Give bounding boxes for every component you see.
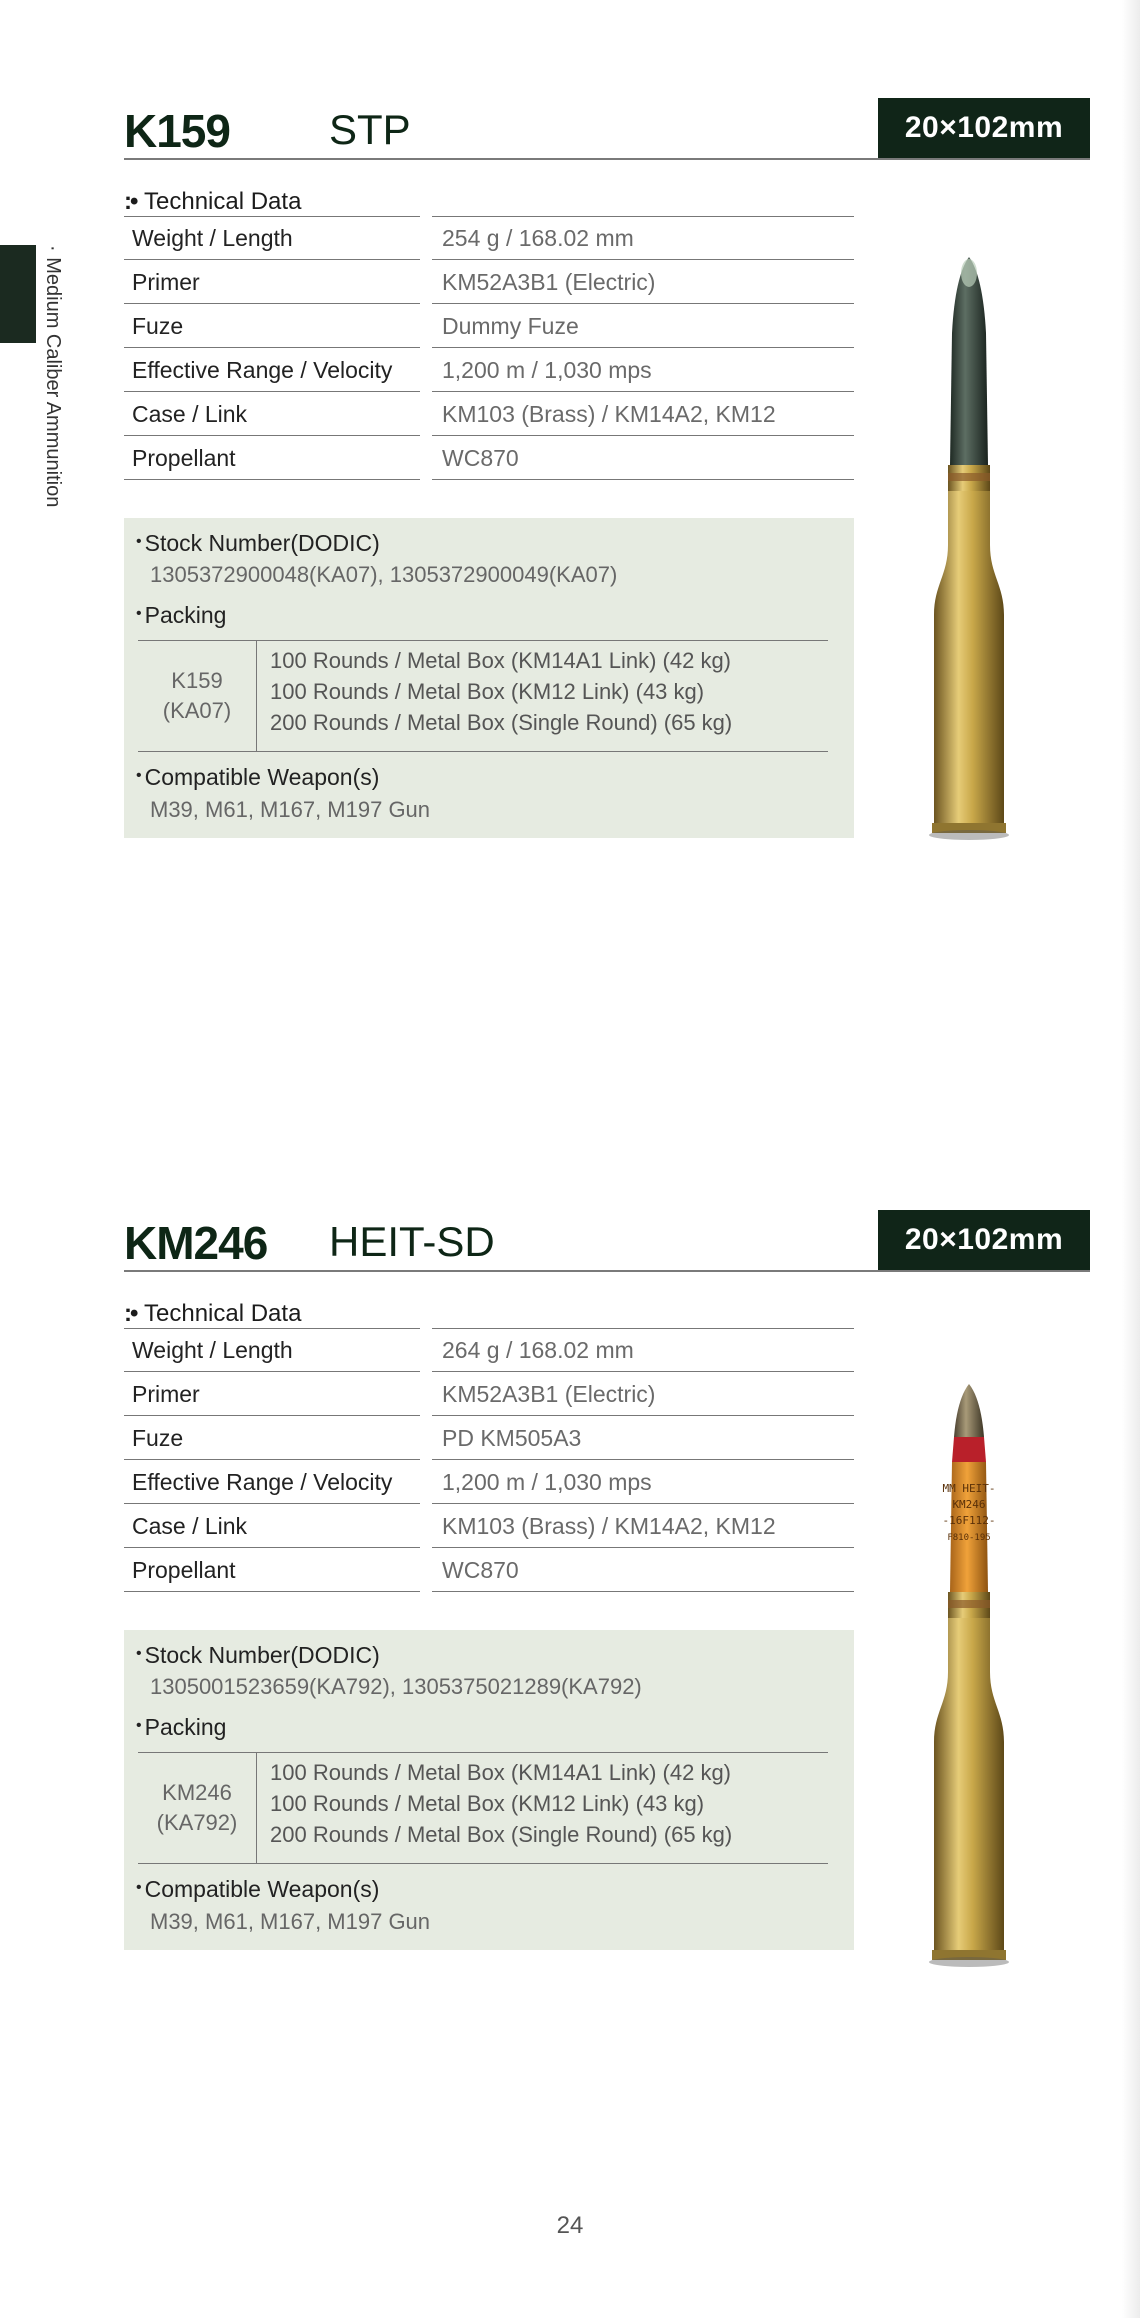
spec-value: 1,200 m / 1,030 mps <box>442 357 652 383</box>
stock-number-heading: • Stock Number(DODIC) <box>136 530 380 557</box>
spec-value: 264 g / 168.02 mm <box>442 1337 634 1363</box>
info-box <box>124 518 854 838</box>
spec-label: Fuze <box>132 313 184 339</box>
product-k159 <box>124 100 1090 880</box>
bullet-dots-icon: :• <box>124 188 137 215</box>
compatible-weapons-heading: • Compatible Weapon(s) <box>136 1876 379 1903</box>
compatible-weapons: M39, M61, M167, M197 Gun <box>150 1909 431 1934</box>
spec-row-weight-length <box>124 216 854 260</box>
info-box <box>124 1630 854 1950</box>
spec-row-weight-length <box>124 1328 854 1372</box>
spec-value: KM103 (Brass) / KM14A2, KM12 <box>442 1513 776 1539</box>
spec-label: Propellant <box>132 445 236 471</box>
caliber-badge: 20×102mm <box>878 98 1090 158</box>
spec-value: KM52A3B1 (Electric) <box>442 269 656 295</box>
technical-data-heading: :• Technical Data <box>124 1300 302 1327</box>
product-km246 <box>124 1212 1090 1992</box>
packing-table <box>138 1752 828 1864</box>
spec-row-primer <box>124 1372 854 1416</box>
spec-label: Effective Range / Velocity <box>132 1469 393 1495</box>
spec-row-case-link <box>124 1504 854 1548</box>
cartridge-k159-image <box>914 255 1024 855</box>
projectile-marking: F810-195 <box>947 1533 991 1543</box>
section-side-label <box>44 245 68 565</box>
packing-line: 100 Rounds / Metal Box (KM14A1 Link) (42 kg) <box>270 648 732 673</box>
spec-value: WC870 <box>442 445 519 471</box>
packing-line: 100 Rounds / Metal Box (KM12 Link) (43 kg) <box>270 679 705 704</box>
spec-label: Weight / Length <box>132 1337 293 1363</box>
spec-label: Weight / Length <box>132 225 293 251</box>
spec-value: KM52A3B1 (Electric) <box>442 1381 656 1407</box>
packing-line: 200 Rounds / Metal Box (Single Round) (65 kg) <box>270 1822 733 1847</box>
page-number: 24 <box>556 2212 584 2239</box>
spec-row-case-link <box>124 392 854 436</box>
spec-label: Effective Range / Velocity <box>132 357 393 383</box>
stock-numbers: 1305372900048(KA07), 1305372900049(KA07) <box>150 562 618 587</box>
spec-table <box>124 216 854 480</box>
spec-value: 254 g / 168.02 mm <box>442 225 634 251</box>
section-tab-marker <box>0 245 36 343</box>
spec-row-fuze <box>124 1416 854 1460</box>
packing-line: 100 Rounds / Metal Box (KM14A1 Link) (42 kg) <box>270 1760 732 1785</box>
spec-label: Case / Link <box>132 401 248 427</box>
bullet-dots-icon: :• <box>124 1300 137 1327</box>
packing-heading: • Packing <box>136 602 226 629</box>
technical-data-heading: :• Technical Data <box>124 188 302 215</box>
page-edge-shade <box>1122 0 1140 2318</box>
spec-label: Propellant <box>132 1557 236 1583</box>
projectile-marking: MM HEIT- <box>942 1482 996 1495</box>
projectile-marking: -16F112- <box>942 1514 996 1527</box>
spec-row-fuze <box>124 304 854 348</box>
packing-row-label: K159 (KA07) <box>162 668 232 723</box>
stock-number-heading: • Stock Number(DODIC) <box>136 1642 380 1669</box>
title-divider <box>124 158 1090 160</box>
title-divider <box>124 1270 1090 1272</box>
spec-label: Case / Link <box>132 1513 248 1539</box>
spec-row-range-velocity <box>124 348 854 392</box>
packing-heading: • Packing <box>136 1714 226 1741</box>
spec-value: PD KM505A3 <box>442 1425 582 1451</box>
stock-numbers: 1305001523659(KA792), 1305375021289(KA792) <box>150 1674 642 1699</box>
spec-row-propellant <box>124 1548 854 1592</box>
spec-label: Primer <box>132 1381 200 1407</box>
packing-table <box>138 640 828 752</box>
product-type: HEIT-SD <box>329 1218 495 1265</box>
spec-row-range-velocity <box>124 1460 854 1504</box>
spec-row-propellant <box>124 436 854 480</box>
product-title-row <box>124 1212 1090 1272</box>
spec-value: WC870 <box>442 1557 519 1583</box>
packing-line: 100 Rounds / Metal Box (KM12 Link) (43 kg) <box>270 1791 705 1816</box>
compatible-weapons: M39, M61, M167, M197 Gun <box>150 797 431 822</box>
spec-label: Primer <box>132 269 200 295</box>
spec-value: KM103 (Brass) / KM14A2, KM12 <box>442 401 776 427</box>
cartridge-km246-image <box>914 1382 1024 1982</box>
spec-table <box>124 1328 854 1592</box>
packing-row-label: KM246 (KA792) <box>156 1780 238 1835</box>
product-type: STP <box>329 106 411 153</box>
product-code: KM246 <box>124 1217 268 1269</box>
compatible-weapons-heading: • Compatible Weapon(s) <box>136 764 379 791</box>
spec-value: Dummy Fuze <box>442 313 579 339</box>
caliber-badge: 20×102mm <box>878 1210 1090 1270</box>
side-label-text: · Medium Caliber Ammunition <box>42 245 64 508</box>
product-title-row <box>124 100 1090 160</box>
packing-line: 200 Rounds / Metal Box (Single Round) (65 kg) <box>270 710 733 735</box>
spec-row-primer <box>124 260 854 304</box>
spec-value: 1,200 m / 1,030 mps <box>442 1469 652 1495</box>
product-code: K159 <box>124 105 230 157</box>
spec-label: Fuze <box>132 1425 184 1451</box>
projectile-marking: KM246 <box>952 1498 986 1511</box>
